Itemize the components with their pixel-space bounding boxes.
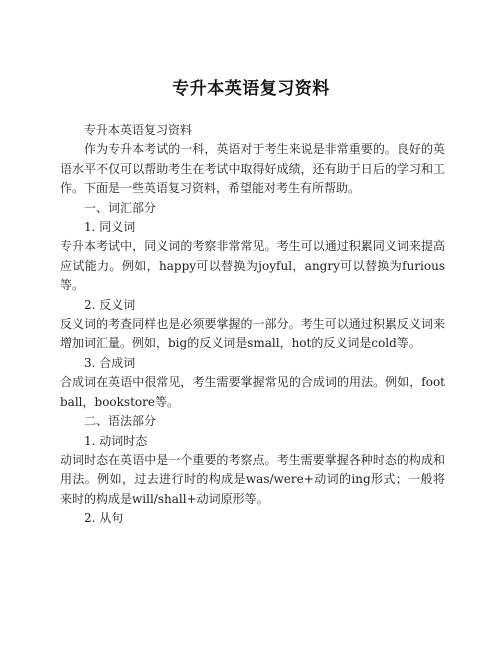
subheading-verb-tenses: 1. 动词时态 [84,433,148,448]
section-heading-grammar: 二、语法部分 [84,414,157,429]
subheading-compound-words: 3. 合成词 [84,355,136,370]
paragraph-intro: 作为专升本考试的一科，英语对于考生来说是非常重要的。良好的英语水平不仅可以帮助考生在考试中取得好成绩，还有助于日后的学习和工作。下面是一些英语复习资料，希望能对考生有所帮助。 [60,142,445,196]
document-title: 专升本英语复习资料 [172,79,330,99]
paragraph-compound-words: 合成词在英语中很常见，考生需要掌握常见的合成词的用法。例如，football，bookstore等。 [60,375,445,409]
subheading-clauses: 2. 从句 [84,511,124,526]
paragraph-heading-repeat: 专升本英语复习资料 [84,123,193,137]
document-body [60,121,445,529]
paragraph-verb-tenses: 动词时态在英语中是一个重要的考察点。考生需要掌握各种时态的构成和用法。例如，过去进行时的构成是was/were+动词的ing形式；一般将来时的构成是will/shall+动词原形等。 [60,452,445,506]
subheading-antonyms: 2. 反义词 [84,297,136,312]
section-heading-vocabulary: 一、词汇部分 [84,200,157,215]
paragraph-antonyms: 反义词的考查同样也是必须要掌握的一部分。考生可以通过积累反义词来增加词汇量。例如，big的反义词是small，hot的反义词是cold等。 [60,317,445,351]
subheading-synonyms: 1. 同义词 [84,220,136,235]
paragraph-synonyms: 专升本考试中，同义词的考察非常常见。考生可以通过积累同义词来提高应试能力。例如，happy可以替换为joyful，angry可以替换为furious等。 [60,239,445,293]
